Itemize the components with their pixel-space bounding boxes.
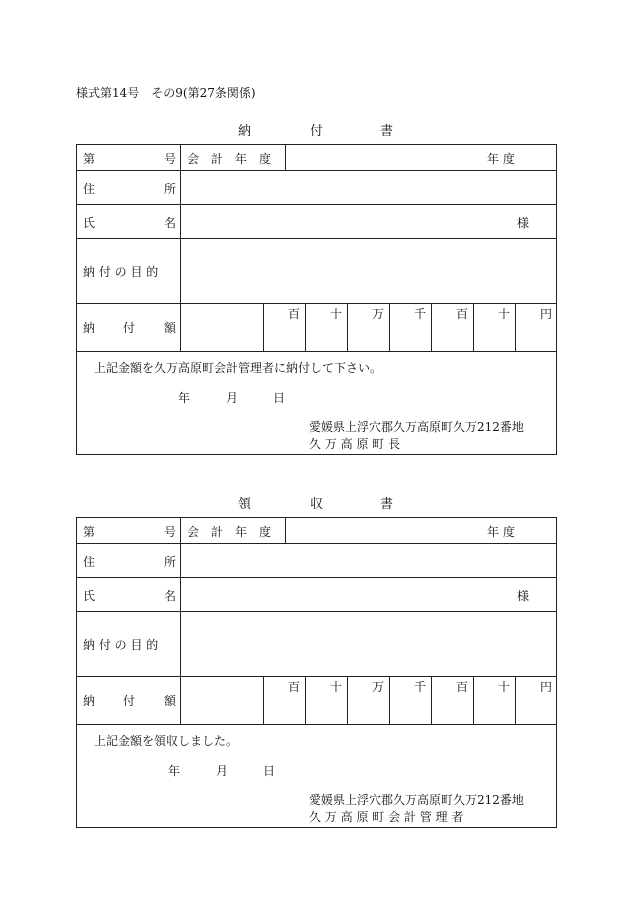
number-row [77, 518, 556, 544]
name-honorific: 様 [517, 589, 530, 603]
number-label-left: 第 [83, 152, 96, 166]
address-label-right: 所 [164, 182, 177, 196]
name-label-right: 名 [164, 216, 177, 230]
amount-unit: 円 [540, 307, 553, 321]
form-title [76, 120, 557, 139]
purpose-label: 納 付 の 目 的 [83, 638, 159, 652]
fiscal-year-label: 会 計 年 度 [187, 152, 272, 166]
receipt-table [76, 517, 557, 828]
name-field[interactable] [181, 204, 511, 237]
date-month: 月 [216, 764, 229, 778]
name-row [77, 204, 556, 239]
amount-unit: 千 [414, 307, 427, 321]
number-label-right: 号 [164, 152, 177, 166]
amount-label-char: 付 [123, 694, 136, 708]
date-year: 年 [178, 391, 191, 405]
amount-label-char: 付 [123, 321, 136, 335]
address-row [77, 543, 556, 578]
amount-unit: 百 [456, 680, 469, 694]
payment-slip-table [76, 144, 557, 455]
purpose-label: 納 付 の 目 的 [83, 265, 159, 279]
address-row [77, 170, 556, 205]
amount-label-char: 額 [164, 694, 177, 708]
title-char: 書 [380, 497, 394, 512]
amount-label-char: 納 [83, 694, 96, 708]
statement-text: 上記金額を久万高原町会計管理者に納付して下さい。 [94, 361, 383, 375]
year-suffix: 年 度 [487, 525, 515, 539]
fiscal-year-label: 会 計 年 度 [187, 525, 272, 539]
amount-label-char: 納 [83, 321, 96, 335]
issuer-address: 愛媛県上浮穴郡久万高原町久万212番地 [309, 420, 524, 434]
number-label-left: 第 [83, 525, 96, 539]
number-label-right: 号 [164, 525, 177, 539]
amount-row [77, 676, 556, 725]
statement-block [77, 724, 556, 827]
address-label-right: 所 [164, 555, 177, 569]
form-title [76, 493, 557, 512]
amount-unit: 十 [330, 307, 343, 321]
statement-block [77, 351, 556, 454]
title-char: 書 [380, 124, 394, 139]
amount-unit: 十 [330, 680, 343, 694]
amount-unit: 円 [540, 680, 553, 694]
date-year: 年 [168, 764, 181, 778]
name-row [77, 577, 556, 612]
address-field[interactable] [181, 543, 555, 576]
title-char: 領 [238, 497, 252, 512]
form-reference: 様式第14号 その9(第27条関係) [76, 86, 256, 100]
purpose-field[interactable] [181, 611, 555, 675]
amount-unit: 万 [372, 680, 385, 694]
issuer-title: 久 万 高 原 町 長 [309, 437, 401, 451]
amount-unit: 百 [288, 680, 301, 694]
purpose-row [77, 238, 556, 304]
title-char: 収 [310, 497, 324, 512]
name-label-right: 名 [164, 589, 177, 603]
issuer-title: 久 万 高 原 町 会 計 管 理 者 [309, 810, 464, 824]
amount-unit: 百 [456, 307, 469, 321]
purpose-field[interactable] [181, 238, 555, 302]
address-label-left: 住 [83, 182, 96, 196]
address-field[interactable] [181, 170, 555, 203]
title-char: 納 [238, 124, 252, 139]
name-label-left: 氏 [83, 216, 96, 230]
title-char: 付 [310, 124, 324, 139]
amount-unit: 十 [498, 307, 511, 321]
date-day: 日 [273, 391, 286, 405]
amount-label-char: 額 [164, 321, 177, 335]
name-field[interactable] [181, 577, 511, 610]
amount-unit: 万 [372, 307, 385, 321]
purpose-row [77, 611, 556, 677]
address-label-left: 住 [83, 555, 96, 569]
issuer-address: 愛媛県上浮穴郡久万高原町久万212番地 [309, 793, 524, 807]
date-day: 日 [263, 764, 276, 778]
name-label-left: 氏 [83, 589, 96, 603]
statement-text: 上記金額を領収しました。 [94, 734, 239, 748]
amount-unit: 千 [414, 680, 427, 694]
name-honorific: 様 [517, 216, 530, 230]
year-suffix: 年 度 [487, 152, 515, 166]
amount-row [77, 303, 556, 352]
amount-unit: 十 [498, 680, 511, 694]
date-month: 月 [226, 391, 239, 405]
amount-unit: 百 [288, 307, 301, 321]
number-row [77, 145, 556, 171]
